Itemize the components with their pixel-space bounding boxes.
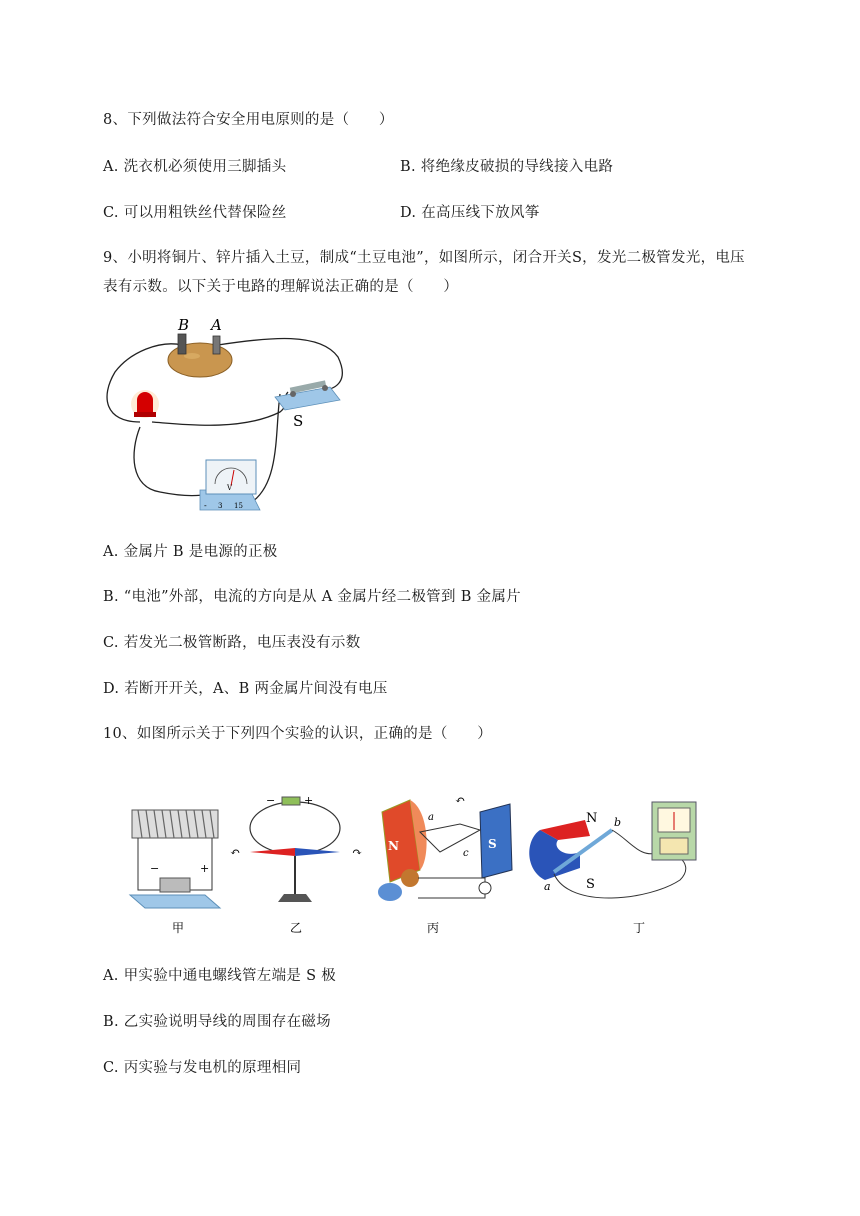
oersted-minus: −	[266, 794, 276, 807]
metal-plate-b	[178, 334, 186, 354]
oersted-experiment	[230, 794, 362, 902]
metal-plate-a	[213, 336, 220, 354]
caption-ding: 丁	[633, 921, 646, 935]
meter-v: V	[227, 484, 233, 492]
q9-option-c: C. 若发光二极管断路，电压表没有示数	[103, 635, 361, 651]
q9-option-d: D. 若断开开关，A、B 两金属片间没有电压	[103, 681, 388, 697]
q8-option-c: C. 可以用粗铁丝代替保险丝	[103, 205, 287, 221]
potato-battery-circuit-figure	[100, 312, 350, 522]
galvanometer-experiment	[529, 802, 696, 898]
q8-option-a: A. 洗衣机必须使用三脚插头	[103, 159, 287, 175]
coil-label-a: a	[428, 812, 434, 823]
q10-option-c: C. 丙实验与发电机的原理相同	[103, 1060, 302, 1076]
magnet-n-left: N	[388, 839, 399, 853]
four-experiments-figure	[120, 790, 740, 940]
magnet-s-left: S	[488, 837, 497, 851]
q8-stem: 8、下列做法符合安全用电原则的是（ ）	[103, 112, 394, 128]
coil-label-c: c	[463, 848, 469, 859]
switch-icon	[275, 380, 340, 410]
solenoid-minus: −	[150, 862, 160, 875]
caption-jia: 甲	[172, 921, 185, 935]
field-s: S	[586, 877, 595, 892]
q9-stem-line2: 表有示数。以下关于电路的理解说法正确的是（ ）	[103, 279, 459, 295]
q10-stem: 10、如图所示关于下列四个实验的认识，正确的是（ ）	[103, 726, 493, 742]
oersted-plus: +	[304, 794, 314, 807]
caption-bing: 丙	[427, 921, 440, 935]
q9-option-b: B. “电池”外部，电流的方向是从 A 金属片经二极管到 B 金属片	[103, 589, 521, 605]
term-minus: -	[204, 501, 207, 510]
label-s: S	[293, 412, 304, 430]
field-n: N	[586, 811, 598, 826]
q9-option-a: A. 金属片 B 是电源的正极	[103, 544, 278, 560]
svg-text:↶: ↶	[455, 793, 466, 807]
svg-text:↷: ↷	[352, 845, 363, 859]
svg-text:↶: ↶	[230, 845, 241, 859]
q10-option-a: A. 甲实验中通电螺线管左端是 S 极	[103, 968, 337, 984]
q8-option-b: B. 将绝缘皮破损的导线接入电路	[400, 159, 614, 175]
generator-experiment	[378, 793, 512, 901]
q10-option-b: B. 乙实验说明导线的周围存在磁场	[103, 1014, 331, 1030]
rod-label-b: b	[614, 816, 622, 829]
q8-option-d: D. 在高压线下放风筝	[400, 205, 540, 221]
rod-label-a: a	[544, 880, 551, 893]
solenoid-plus: +	[200, 862, 210, 875]
q9-stem-line1: 9、小明将铜片、锌片插入土豆，制成“土豆电池”，如图所示，闭合开关S，发光二极管发光，电压	[103, 250, 745, 266]
caption-yi: 乙	[290, 921, 303, 935]
term-15: 15	[234, 502, 243, 510]
solenoid-experiment	[130, 810, 220, 908]
led-icon	[131, 390, 159, 418]
label-b: B	[178, 316, 190, 334]
label-a: A	[211, 316, 222, 334]
term-3: 3	[218, 502, 223, 510]
voltmeter-icon	[200, 460, 260, 510]
